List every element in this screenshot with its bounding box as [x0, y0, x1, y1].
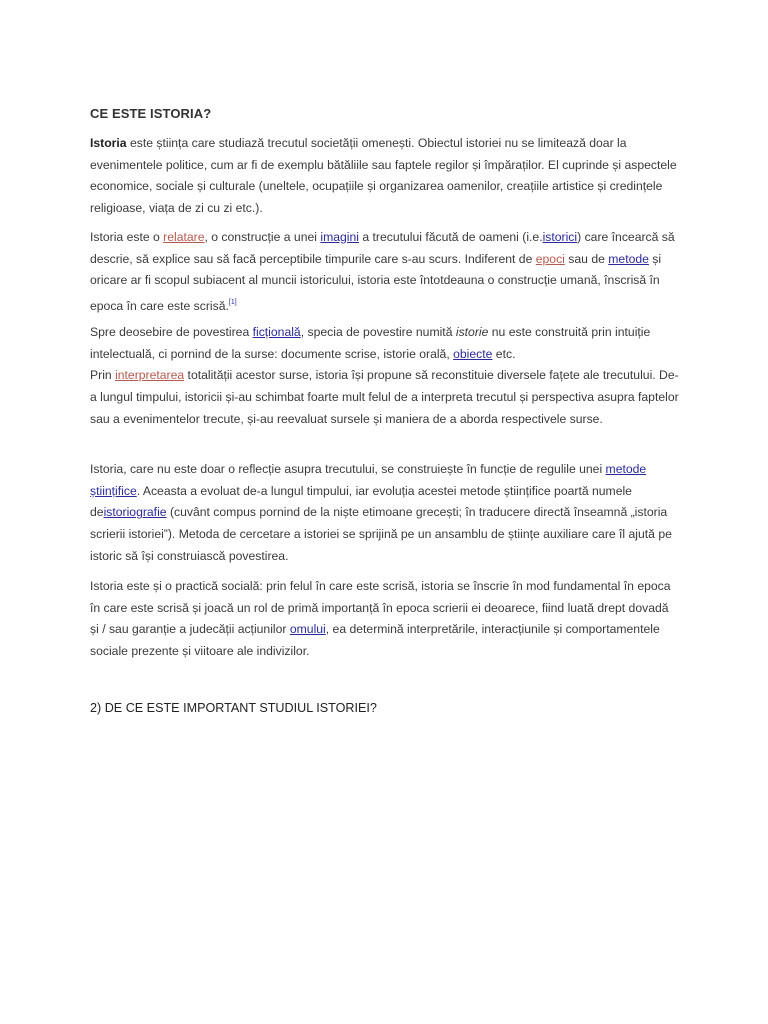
paragraph-sources [90, 322, 680, 431]
text-span: totalității acestor surse, istoria își propune să reconstituie diversele fațete ale trecutului. De-a lungul timpului, istoricii și-au schimbat foarte mult felul de a interpreta trecutul și perspectiva asupra faptelor sau a evenimentelor trecute, și-au reevaluat sursele și maniera de a aborda respectivele surse. [90, 368, 679, 426]
text-span: Istoria, care nu este doar o reflecție asupra trecutului, se construiește în funcție de regulile unei [90, 462, 606, 476]
paragraph-construction [90, 227, 680, 318]
text-span: , ea determină interpretările, interacțiunile și comportamentele sociale prezente și viitoare ale indivizilor. [90, 622, 660, 659]
text-span: a trecutului făcută de oameni (i.e. [358, 230, 543, 244]
text-span: și oricare ar fi scopul subiacent al muncii istoricului, istoria este întotdeauna o construcție umană, înscrisă în epoca în care este scrisă. [90, 251, 662, 314]
paragraph-definition [90, 133, 680, 220]
link-imagini[interactable]: imagini [320, 230, 359, 244]
link-omului[interactable]: omului [289, 622, 326, 637]
text-span: Istoria este și o practică socială: prin felul în care este scrisă, istoria se înscrie în mod fundamental în epoca în care este scrisă și joacă un rol de primă importanță în epoca scrierii ei deoarece, fiind luată drept dovadă și / sau garanție a judecății acțiunilor [90, 579, 671, 637]
text-span: sau de [564, 251, 609, 266]
link-relatare[interactable]: relatare [163, 230, 205, 244]
text-span: Spre deosebire de povestirea [90, 325, 253, 339]
text-span: , o construcție a unei [204, 230, 321, 244]
italic-term: istorie [455, 325, 489, 339]
paragraph-method [90, 459, 680, 568]
text-span: , specia de povestire numită [300, 325, 456, 339]
link-istoriografie[interactable]: istoriografie [103, 505, 167, 520]
text-span: etc. [492, 346, 516, 361]
footnote-ref[interactable]: [1] [228, 299, 237, 307]
text-span: nu este construită prin intuiție intelectuală, ci pornind de la surse: documente scrise, istorie orală, [90, 325, 651, 361]
text-span: . Aceasta a evoluat de-a lungul timpului, iar evoluția acestei metode științifice poartă numele de [90, 483, 632, 520]
text-span: Prin [90, 368, 116, 383]
text-span: Istoria este o [90, 230, 164, 244]
link-obiecte[interactable]: obiecte [453, 346, 493, 361]
link-metode-stiintifice[interactable]: metode științifice [90, 462, 647, 498]
text-span: (cuvânt compus pornind de la niște etimoane grecești; în traducere directă înseamnă „istoria scrierii istoriei”). Metoda de cercetare a istoriei se sprijină pe un ansamblu de științe auxiliare care îl ajută pe istoric să își construiască povestirea. [90, 505, 672, 563]
section-heading-question-2: 2) DE CE ESTE IMPORTANT STUDIUL ISTORIEI? [90, 701, 377, 715]
link-metode[interactable]: metode [608, 251, 649, 266]
link-epoci[interactable]: epoci [535, 251, 565, 266]
link-fictionala[interactable]: ficțională [252, 325, 301, 339]
text-span: este știința care studiază trecutul societății omenești. Obiectul istoriei nu se limitează doar la evenimentele politice, cum ar fi de exemplu bătăliile sau faptele regilor și împăraților. El cuprinde și aspectele economice, sociale și culturale (uneltele, ocupațiile și organizarea oamenilor, creațiile artistice și credințele religioase, viața de zi cu zi etc.). [90, 136, 677, 216]
text-span: ) care încearcă să descrie, să explice sau să facă perceptibile timpurile care s-au scurs. Indiferent de [90, 230, 675, 266]
link-istorici[interactable]: istorici [542, 230, 578, 244]
paragraph-social-practice [90, 576, 680, 663]
bold-term: Istoria [90, 136, 127, 150]
link-interpretarea[interactable]: interpretarea [115, 368, 185, 383]
page-title: CE ESTE ISTORIA? [90, 106, 212, 121]
